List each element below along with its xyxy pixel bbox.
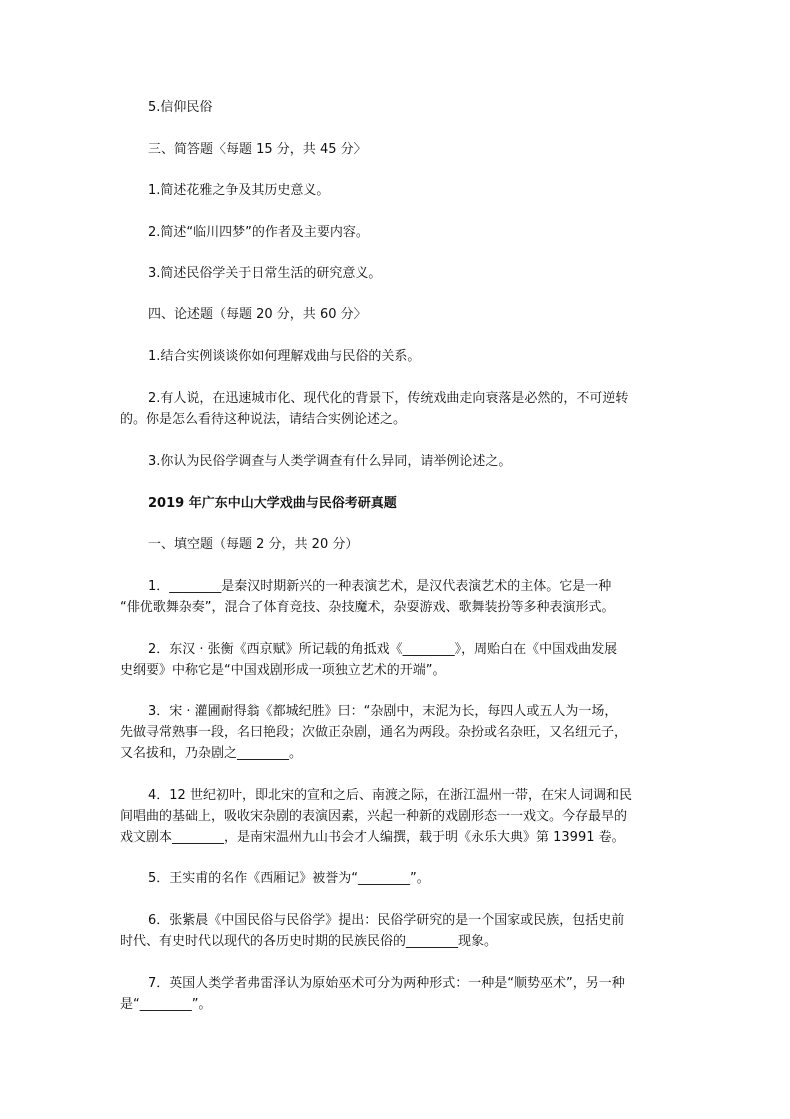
fill-item-line: 6．张紫晨《中国民俗与民俗学》提出：民俗学研究的是一个国家或民族，包括史前	[148, 913, 625, 928]
question-short-2: 2.简述“临川四梦”的作者及主要内容。	[148, 225, 369, 240]
fill-item-line: 戏文剧本________，是南宋温州九山书会才人编撰，载于明《永乐大典》第 13991 卷。	[120, 830, 625, 845]
fill-item-line: 是“________”。	[120, 997, 212, 1012]
fill-item-4	[120, 785, 665, 848]
question-essay-2	[120, 388, 665, 430]
fill-item-line: 5．王实甫的名作《西厢记》被誉为“________”。	[148, 871, 430, 886]
fill-item-line: “俳优歌舞杂奏”，混合了体育竞技、杂技魔术，杂耍游戏、歌舞装扮等多种表演形式。	[120, 600, 615, 615]
fill-item-line: 时代、有史时代以现代的各历史时期的民族民俗的________现象。	[120, 934, 498, 949]
fill-item-line: 2．东汉 · 张衡《西京赋》所记载的角抵戏《________》，周贻白在《中国戏曲发展	[148, 642, 618, 657]
fill-item-line: 先做寻常熟事一段，名曰艳段；次做正杂剧，通名为两段。杂扮或名杂旺，又名纽元子，	[120, 725, 628, 740]
fill-item-3	[120, 701, 665, 764]
fill-item-line: 又名拔和，乃杂剧之________。	[120, 746, 303, 761]
question-essay-3: 3.你认为民俗学调查与人类学调查有什么异同，请举例论述之。	[148, 454, 512, 469]
fill-item-line: 4．12 世纪初叶，即北宋的宣和之后、南渡之际，在浙江温州一带，在宋人词调和民	[148, 788, 632, 803]
question-essay-1: 1.结合实例谈谈你如何理解戏曲与民俗的关系。	[148, 349, 421, 364]
list-item-belief-folklore: 5.信仰民俗	[148, 100, 213, 115]
fill-item-6	[120, 910, 665, 952]
fill-item-line: 史纲要》中称它是“中国戏剧形成一项独立艺术的开端”。	[120, 663, 446, 678]
fill-item-line: 7．英国人类学者弗雷泽认为原始巫术可分为两种形式：一种是“顺势巫术”，另一种	[148, 976, 625, 991]
section-heading-essay: 四、论述题（每题 20 分，共 60 分〉	[148, 307, 367, 322]
exam-title: 2019 年广东中山大学戏曲与民俗考研真题	[148, 496, 397, 511]
question-essay-2-line: 的。你是怎么看待这种说法，请结合实例论述之。	[120, 412, 407, 427]
fill-item-line: 3．宋 · 灌圃耐得翁《都城纪胜》曰：“杂剧中，末泥为长，每四人或五人为一场，	[148, 704, 618, 719]
fill-item-line: 间唱曲的基础上，吸收宋杂剧的表演因素，兴起一种新的戏剧形态一一戏文。今存最早的	[120, 809, 628, 824]
fill-item-1	[120, 576, 665, 618]
question-short-1: 1.简述花雅之争及其历史意义。	[148, 183, 330, 198]
question-short-3: 3.简述民俗学关于日常生活的研究意义。	[148, 266, 382, 281]
question-essay-2-line: 2.有人说，在迅速城市化、现代化的背景下，传统戏曲走向衰落是必然的，不可逆转	[148, 391, 629, 406]
fill-item-line: 1．________是秦汉时期新兴的一种表演艺术，是汉代表演艺术的主体。它是一种	[148, 579, 612, 594]
fill-item-2	[120, 639, 665, 681]
section-heading-fill-blank: 一、填空题（每题 2 分，共 20 分）	[148, 537, 359, 552]
section-heading-short-answer: 三、简答题〈每题 15 分，共 45 分〉	[148, 142, 367, 157]
fill-item-7	[120, 973, 665, 1015]
fill-item-5	[120, 868, 665, 889]
